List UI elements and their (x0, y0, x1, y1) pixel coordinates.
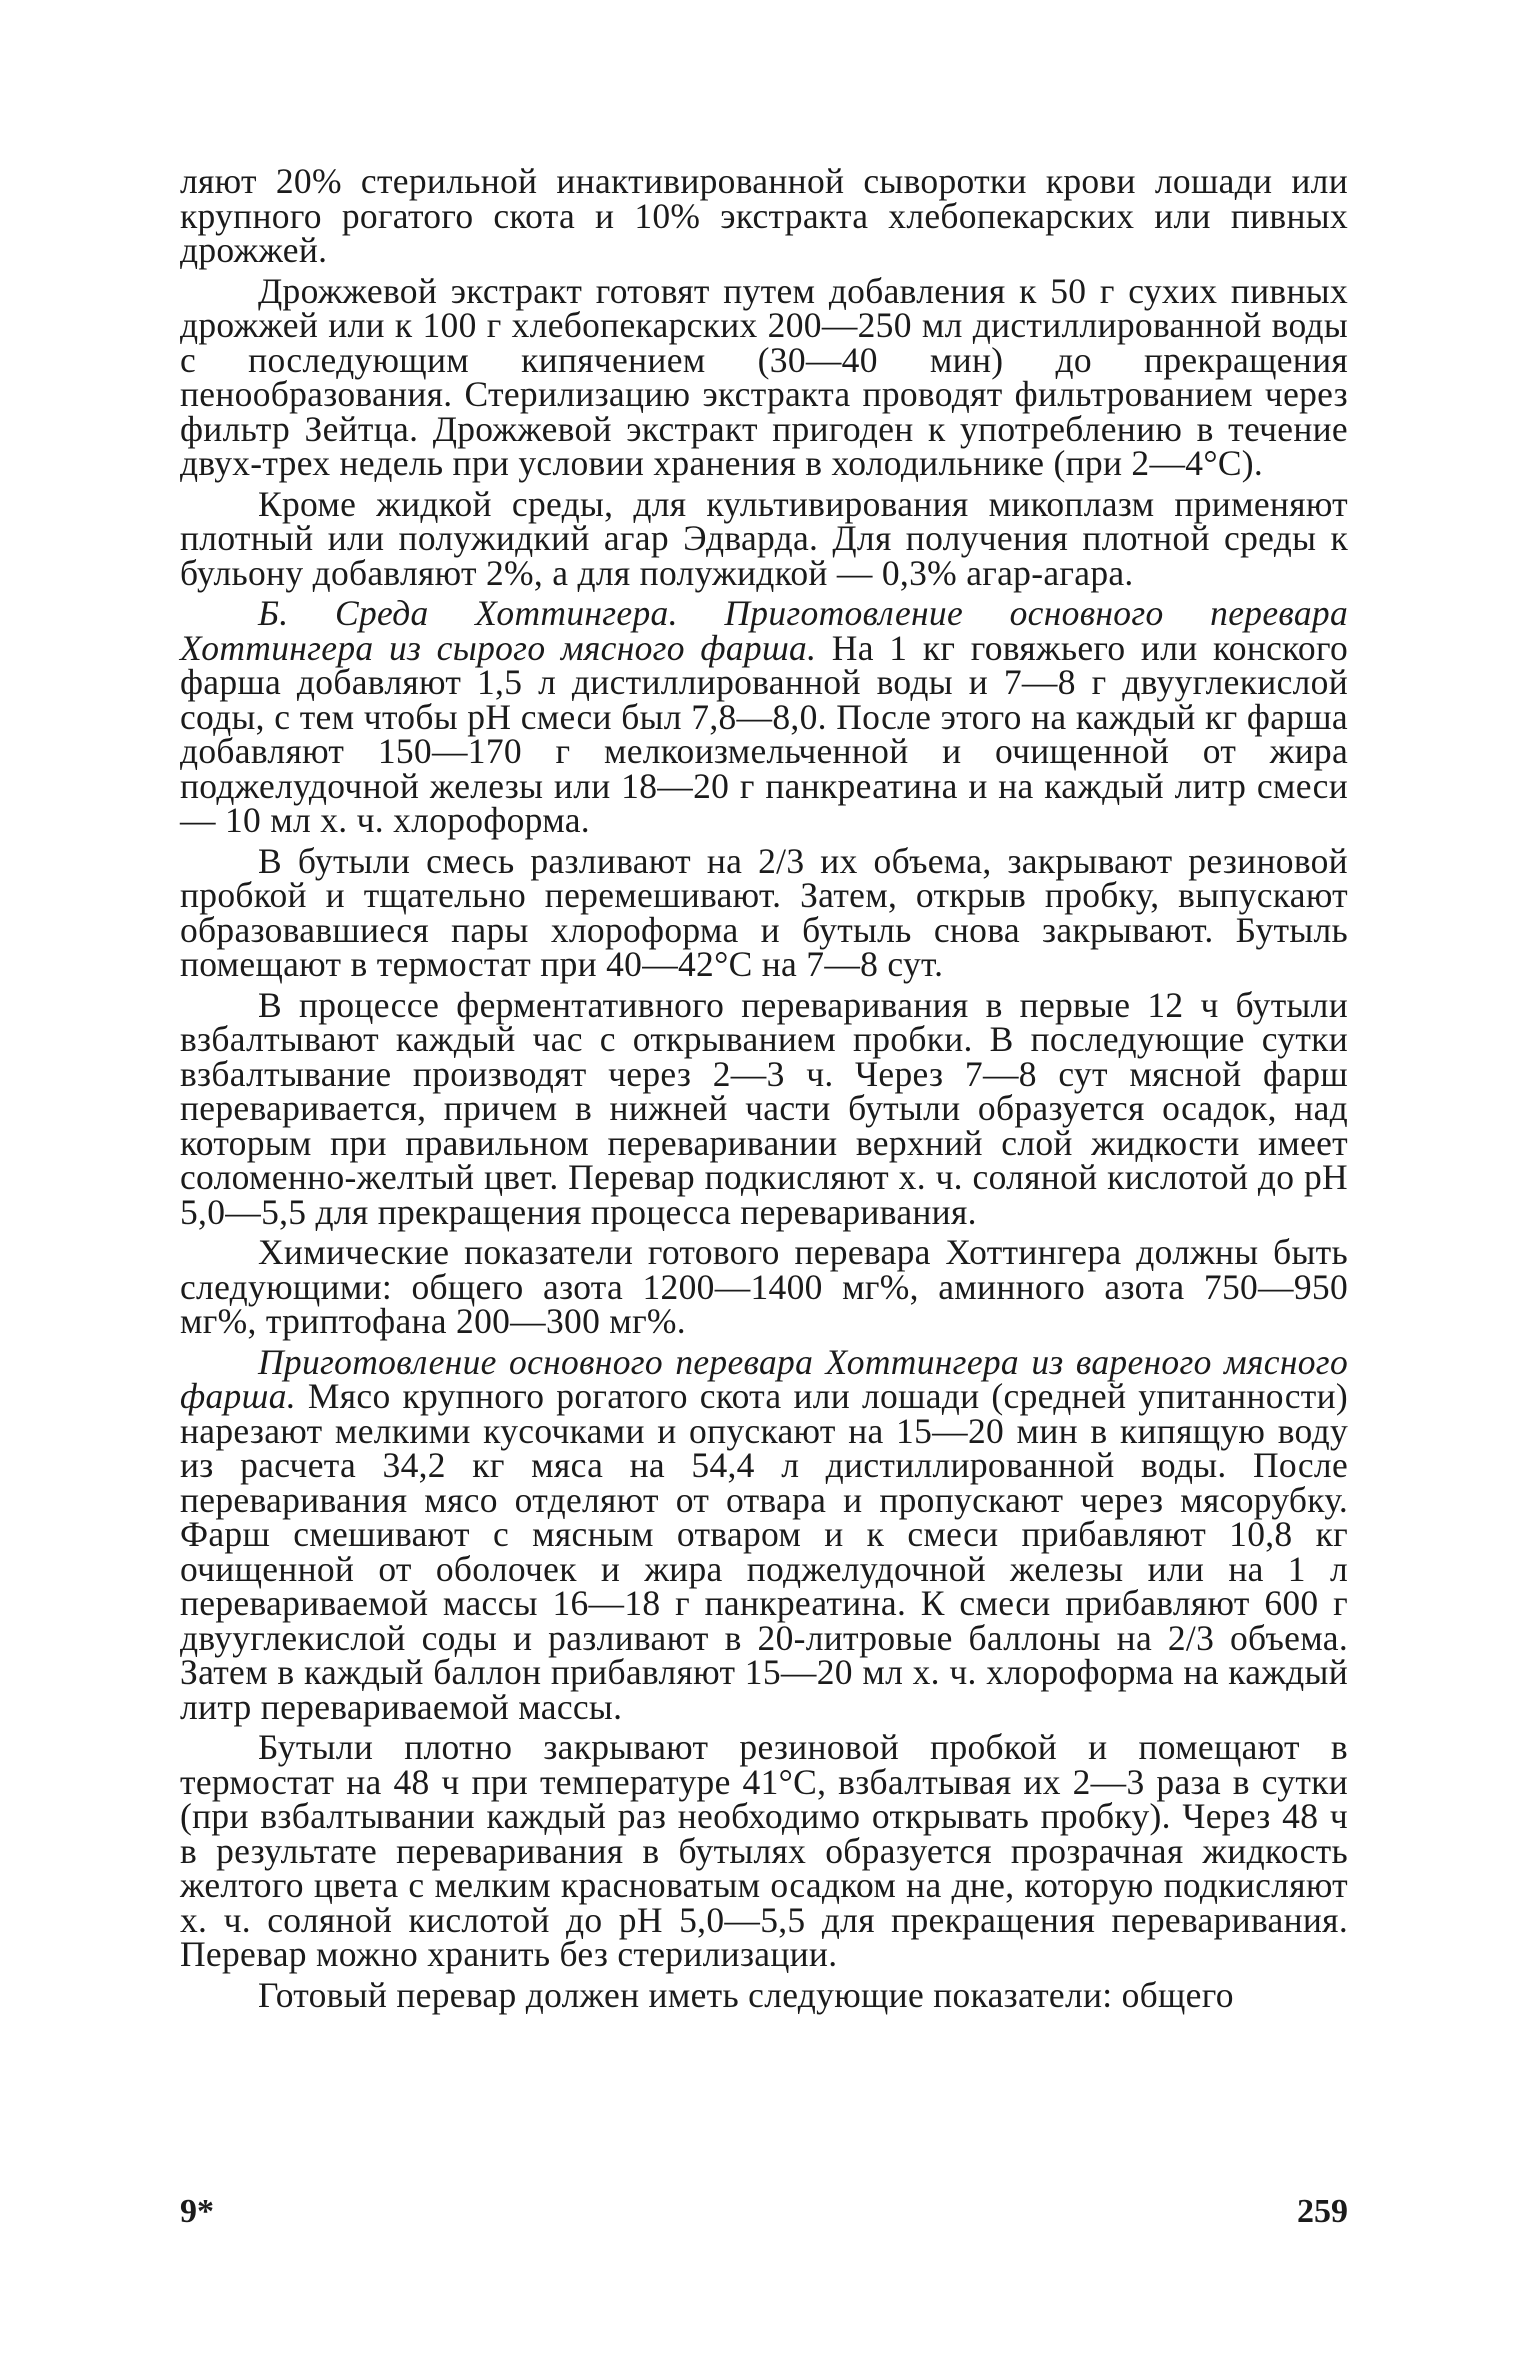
paragraph-4-text: На 1 кг говяжьего или конского фарша добавляют 1,5 л дистиллированной воды и 7—8 г двууглекислой соды, с тем чтобы рН смеси был 7,8—8,0. После этого на каждый кг фарша добавляют 150—170 г мелкоизмельченной и очищенной от жира поджелудочной железы или 18—20 г панкреатина и на каждый литр смеси — 10 мл х. ч. хлороформа. (180, 627, 1349, 840)
paragraph-10-text: Готовый перевар должен иметь следующие показатели: общего (258, 1974, 1234, 2015)
paragraph-5-text: В бутыли смесь разливают на 2/3 их объема, закрывают резиновой пробкой и тщательно перемешивают. Затем, открыв пробку, выпускают образовавшиеся пары хлороформа и бутыль снова закрывают. Бутыль помещают в термостат при 40—42°С на 7—8 сут. (180, 840, 1348, 984)
page-body (180, 161, 1349, 2015)
paragraph-1 (180, 161, 1348, 270)
paragraph-6 (180, 984, 1348, 1232)
paragraph-3 (180, 483, 1348, 593)
paragraph-8-text: Мясо крупного рогатого скота или лошади (средней упитанности) нарезают мелкими кусочками и опускают на 15—20 мин в кипящую воду из расчета 34,2 кг мяса на 54,4 л дистиллированной воды. После переваривания мясо отделяют от отвара и пропускают через мясорубку. Фарш смешивают с мясным отваром и к смеси прибавляют 10,8 кг очищенной от оболочек и жира поджелудочной железы или на 1 л перевариваемой массы 16—18 г панкреатина. К смеси прибавляют 600 г двууглекислой соды и разливают в 20-литровые баллоны на 2/3 объема. Затем в каждый баллон прибавляют 15—20 мл х. ч. хлороформа на каждый литр перевариваемой массы. (180, 1376, 1348, 1727)
paragraph-7 (180, 1232, 1348, 1341)
paragraph-3-text: Кроме жидкой среды, для культивирования микоплазм применяют плотный или полужидкий агар Эдварда. Для получения плотной среды к бульону добавляют 2%, а для полужидкой — 0,3% агар-агара. (180, 483, 1348, 593)
page-footer (180, 2193, 1348, 2233)
paragraph-4 (180, 593, 1349, 840)
paragraph-10 (180, 1974, 1348, 2015)
paragraph-8 (180, 1341, 1348, 1727)
paragraph-2-text: Дрожжевой экстракт готовят путем добавления к 50 г сухих пивных дрожжей или к 100 г хлебопекарских 200—250 мл дистиллированной воды с последующим кипячением (30—40 мин) до прекращения пенообразования. Стерилизацию экстракта проводят фильтрованием через фильтр Зейтца. Дрожжевой экстракт пригоден к употреблению в течение двух-трех недель при условии хранения в холодильнике (при 2—4°С). (180, 270, 1348, 483)
section-b-heading: Б. Среда Хоттингера. Приготовление основного перевара Хоттингера из сырого мясного фарша. (180, 593, 1348, 668)
paragraph-1-text: ляют 20% стерильной инактивированной сыворотки крови лошади или крупного рогатого скота и 10% экстракта хлебопекарских или пивных дрожжей. (180, 161, 1348, 270)
paragraph-7-text: Химические показатели готового перевара Хоттингера должны быть следующими: общего азота 1200—1400 мг%, аминного азота 750—950 мг%, триптофана 200—300 мг%. (180, 1232, 1348, 1341)
paragraph-5 (180, 840, 1348, 984)
paragraph-9-text: Бутыли плотно закрывают резиновой пробкой и помещают в термостат на 48 ч при температуре 41°С, взбалтывая их 2—3 раза в сутки (при взбалтывании каждый раз необходимо открывать пробку). Через 48 ч в результате переваривания в бутылях образуется прозрачная жидкость желтого цвета с мелким красноватым осадком на дне, которую подкисляют х. ч. соляной кислотой до рН 5,0—5,5 для прекращения переваривания. Перевар можно хранить без стерилизации. (180, 1727, 1348, 1974)
page-number: 259 (1297, 2193, 1348, 2230)
paragraph-6-text: В процессе ферментативного переваривания в первые 12 ч бутыли взбалтывают каждый час с открыванием пробки. В последующие сутки взбалтывание производят через 2—3 ч. Через 7—8 сут мясной фарш переваривается, причем в нижней части бутыли образуется осадок, над которым при правильном переваривании верхний слой жидкости имеет соломенно-желтый цвет. Перевар подкисляют х. ч. соляной кислотой до рН 5,0—5,5 для прекращения процесса переваривания. (180, 984, 1348, 1232)
boiled-mince-heading: Приготовление основного перевара Хоттингера из вареного мясного фарша. (180, 1341, 1348, 1416)
paragraph-9 (180, 1727, 1348, 1974)
paragraph-2 (180, 270, 1348, 483)
signature-mark: 9* (180, 2193, 214, 2230)
